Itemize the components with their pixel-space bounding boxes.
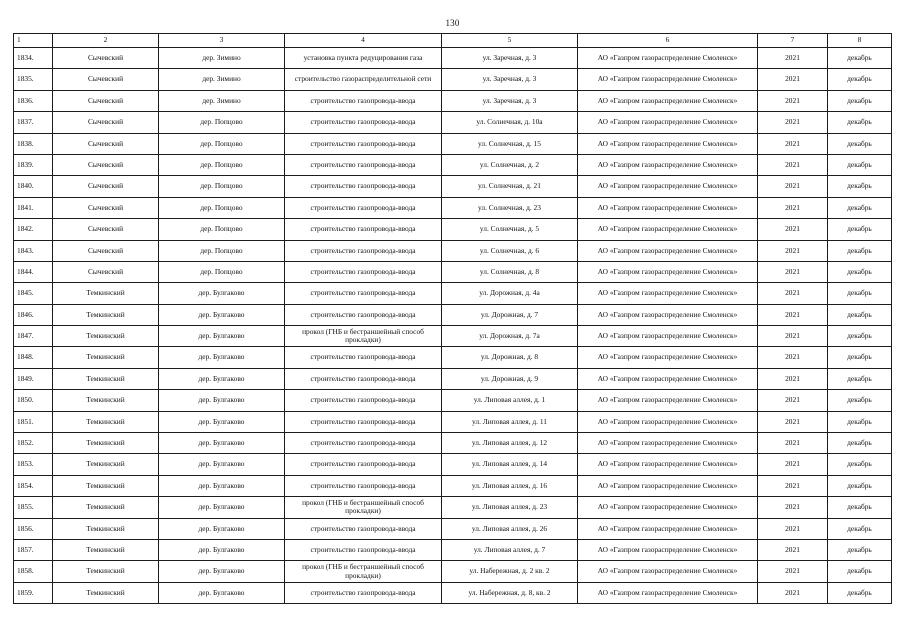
year-cell: 2021 bbox=[758, 454, 828, 475]
address-cell: ул. Дорожная, д. 4а bbox=[442, 283, 578, 304]
table-row bbox=[14, 347, 892, 368]
address-cell: ул. Солнечная, д. 5 bbox=[442, 219, 578, 240]
year-cell: 2021 bbox=[758, 90, 828, 111]
column-header: 2 bbox=[53, 34, 159, 48]
table-row bbox=[14, 197, 892, 218]
address-cell: ул. Липовая аллея, д. 12 bbox=[442, 433, 578, 454]
table-row bbox=[14, 475, 892, 496]
address-cell: ул. Заречная, д. 3 bbox=[442, 90, 578, 111]
month-cell: декабрь bbox=[828, 475, 892, 496]
district-cell: Сычевский bbox=[53, 261, 159, 282]
address-cell: ул. Солнечная, д. 21 bbox=[442, 176, 578, 197]
row-number-cell: 1858. bbox=[14, 561, 53, 582]
settlement-cell: дер. Попцово bbox=[159, 197, 285, 218]
month-cell: декабрь bbox=[828, 411, 892, 432]
settlement-cell: дер. Попцово bbox=[159, 240, 285, 261]
organization-cell: АО «Газпром газораспределение Смоленск» bbox=[578, 539, 758, 560]
table-row bbox=[14, 283, 892, 304]
organization-cell: АО «Газпром газораспределение Смоленск» bbox=[578, 240, 758, 261]
settlement-cell: дер. Попцово bbox=[159, 261, 285, 282]
settlement-cell: дер. Булгаково bbox=[159, 390, 285, 411]
work-type-cell: строительство газопровода-ввода bbox=[285, 433, 442, 454]
month-cell: декабрь bbox=[828, 197, 892, 218]
row-number-cell: 1843. bbox=[14, 240, 53, 261]
address-cell: ул. Заречная, д. 3 bbox=[442, 69, 578, 90]
year-cell: 2021 bbox=[758, 133, 828, 154]
district-cell: Темкинский bbox=[53, 454, 159, 475]
work-type-cell: строительство газопровода-ввода bbox=[285, 368, 442, 389]
work-type-cell: строительство газопровода-ввода bbox=[285, 240, 442, 261]
district-cell: Сычевский bbox=[53, 197, 159, 218]
settlement-cell: дер. Зимино bbox=[159, 90, 285, 111]
organization-cell: АО «Газпром газораспределение Смоленск» bbox=[578, 411, 758, 432]
district-cell: Темкинский bbox=[53, 518, 159, 539]
table-row bbox=[14, 497, 892, 518]
settlement-cell: дер. Булгаково bbox=[159, 433, 285, 454]
settlement-cell: дер. Булгаково bbox=[159, 368, 285, 389]
organization-cell: АО «Газпром газораспределение Смоленск» bbox=[578, 133, 758, 154]
address-cell: ул. Дорожная, д. 9 bbox=[442, 368, 578, 389]
district-cell: Темкинский bbox=[53, 304, 159, 325]
month-cell: декабрь bbox=[828, 240, 892, 261]
settlement-cell: дер. Булгаково bbox=[159, 326, 285, 347]
year-cell: 2021 bbox=[758, 154, 828, 175]
row-number-cell: 1845. bbox=[14, 283, 53, 304]
address-cell: ул. Дорожная, д. 8 bbox=[442, 347, 578, 368]
work-type-cell: строительство газопровода-ввода bbox=[285, 518, 442, 539]
settlement-cell: дер. Булгаково bbox=[159, 497, 285, 518]
district-cell: Темкинский bbox=[53, 475, 159, 496]
address-cell: ул. Набережная, д. 2 кв. 2 bbox=[442, 561, 578, 582]
year-cell: 2021 bbox=[758, 539, 828, 560]
row-number-cell: 1844. bbox=[14, 261, 53, 282]
work-type-cell: установка пункта редуцирования газа bbox=[285, 48, 442, 69]
year-cell: 2021 bbox=[758, 390, 828, 411]
organization-cell: АО «Газпром газораспределение Смоленск» bbox=[578, 283, 758, 304]
year-cell: 2021 bbox=[758, 561, 828, 582]
district-cell: Сычевский bbox=[53, 112, 159, 133]
work-type-cell: строительство газопровода-ввода bbox=[285, 304, 442, 325]
row-number-cell: 1836. bbox=[14, 90, 53, 111]
month-cell: декабрь bbox=[828, 112, 892, 133]
table-row bbox=[14, 368, 892, 389]
row-number-cell: 1854. bbox=[14, 475, 53, 496]
year-cell: 2021 bbox=[758, 69, 828, 90]
year-cell: 2021 bbox=[758, 497, 828, 518]
year-cell: 2021 bbox=[758, 347, 828, 368]
address-cell: ул. Солнечная, д. 8 bbox=[442, 261, 578, 282]
row-number-cell: 1859. bbox=[14, 582, 53, 603]
row-number-cell: 1852. bbox=[14, 433, 53, 454]
month-cell: декабрь bbox=[828, 368, 892, 389]
organization-cell: АО «Газпром газораспределение Смоленск» bbox=[578, 326, 758, 347]
month-cell: декабрь bbox=[828, 433, 892, 454]
month-cell: декабрь bbox=[828, 582, 892, 603]
gasification-register-table bbox=[13, 33, 892, 604]
organization-cell: АО «Газпром газораспределение Смоленск» bbox=[578, 582, 758, 603]
table-row bbox=[14, 133, 892, 154]
row-number-cell: 1851. bbox=[14, 411, 53, 432]
address-cell: ул. Солнечная, д. 6 bbox=[442, 240, 578, 261]
work-type-cell: строительство газопровода-ввода bbox=[285, 411, 442, 432]
work-type-cell: прокол (ГНБ и бестраншейный способ прокладки) bbox=[285, 497, 442, 518]
work-type-cell: строительство газопровода-ввода bbox=[285, 197, 442, 218]
month-cell: декабрь bbox=[828, 69, 892, 90]
district-cell: Сычевский bbox=[53, 133, 159, 154]
row-number-cell: 1841. bbox=[14, 197, 53, 218]
settlement-cell: дер. Попцово bbox=[159, 133, 285, 154]
row-number-cell: 1857. bbox=[14, 539, 53, 560]
organization-cell: АО «Газпром газораспределение Смоленск» bbox=[578, 197, 758, 218]
month-cell: декабрь bbox=[828, 497, 892, 518]
column-header: 6 bbox=[578, 34, 758, 48]
settlement-cell: дер. Булгаково bbox=[159, 347, 285, 368]
address-cell: ул. Солнечная, д. 23 bbox=[442, 197, 578, 218]
year-cell: 2021 bbox=[758, 304, 828, 325]
address-cell: ул. Дорожная, д. 7а bbox=[442, 326, 578, 347]
district-cell: Темкинский bbox=[53, 582, 159, 603]
month-cell: декабрь bbox=[828, 539, 892, 560]
table-row bbox=[14, 539, 892, 560]
organization-cell: АО «Газпром газораспределение Смоленск» bbox=[578, 69, 758, 90]
work-type-cell: строительство газопровода-ввода bbox=[285, 261, 442, 282]
settlement-cell: дер. Зимино bbox=[159, 48, 285, 69]
month-cell: декабрь bbox=[828, 347, 892, 368]
district-cell: Темкинский bbox=[53, 326, 159, 347]
table-row bbox=[14, 154, 892, 175]
address-cell: ул. Набережная, д. 8, кв. 2 bbox=[442, 582, 578, 603]
organization-cell: АО «Газпром газораспределение Смоленск» bbox=[578, 219, 758, 240]
district-cell: Темкинский bbox=[53, 433, 159, 454]
register-sheet bbox=[13, 33, 891, 604]
month-cell: декабрь bbox=[828, 133, 892, 154]
organization-cell: АО «Газпром газораспределение Смоленск» bbox=[578, 454, 758, 475]
settlement-cell: дер. Попцово bbox=[159, 154, 285, 175]
district-cell: Сычевский bbox=[53, 219, 159, 240]
settlement-cell: дер. Булгаково bbox=[159, 411, 285, 432]
work-type-cell: строительство газопровода-ввода bbox=[285, 154, 442, 175]
table-row bbox=[14, 433, 892, 454]
table-row bbox=[14, 219, 892, 240]
month-cell: декабрь bbox=[828, 261, 892, 282]
organization-cell: АО «Газпром газораспределение Смоленск» bbox=[578, 90, 758, 111]
organization-cell: АО «Газпром газораспределение Смоленск» bbox=[578, 347, 758, 368]
row-number-cell: 1834. bbox=[14, 48, 53, 69]
month-cell: декабрь bbox=[828, 176, 892, 197]
column-header: 3 bbox=[159, 34, 285, 48]
table-row bbox=[14, 240, 892, 261]
year-cell: 2021 bbox=[758, 261, 828, 282]
settlement-cell: дер. Булгаково bbox=[159, 454, 285, 475]
table-row bbox=[14, 69, 892, 90]
settlement-cell: дер. Булгаково bbox=[159, 561, 285, 582]
district-cell: Сычевский bbox=[53, 90, 159, 111]
table-row bbox=[14, 454, 892, 475]
row-number-cell: 1856. bbox=[14, 518, 53, 539]
year-cell: 2021 bbox=[758, 582, 828, 603]
table-row bbox=[14, 518, 892, 539]
column-header: 5 bbox=[442, 34, 578, 48]
table-row bbox=[14, 326, 892, 347]
month-cell: декабрь bbox=[828, 90, 892, 111]
organization-cell: АО «Газпром газораспределение Смоленск» bbox=[578, 561, 758, 582]
year-cell: 2021 bbox=[758, 433, 828, 454]
year-cell: 2021 bbox=[758, 176, 828, 197]
year-cell: 2021 bbox=[758, 219, 828, 240]
work-type-cell: строительство газопровода-ввода bbox=[285, 347, 442, 368]
year-cell: 2021 bbox=[758, 411, 828, 432]
district-cell: Сычевский bbox=[53, 69, 159, 90]
table-row bbox=[14, 176, 892, 197]
month-cell: декабрь bbox=[828, 518, 892, 539]
district-cell: Темкинский bbox=[53, 390, 159, 411]
row-number-cell: 1847. bbox=[14, 326, 53, 347]
work-type-cell: строительство газопровода-ввода bbox=[285, 112, 442, 133]
work-type-cell: строительство газопровода-ввода bbox=[285, 475, 442, 496]
table-row bbox=[14, 582, 892, 603]
district-cell: Темкинский bbox=[53, 283, 159, 304]
work-type-cell: прокол (ГНБ и бестраншейный способ прокладки) bbox=[285, 326, 442, 347]
organization-cell: АО «Газпром газораспределение Смоленск» bbox=[578, 304, 758, 325]
organization-cell: АО «Газпром газораспределение Смоленск» bbox=[578, 475, 758, 496]
district-cell: Темкинский bbox=[53, 411, 159, 432]
organization-cell: АО «Газпром газораспределение Смоленск» bbox=[578, 112, 758, 133]
row-number-cell: 1850. bbox=[14, 390, 53, 411]
table-row bbox=[14, 261, 892, 282]
table-row bbox=[14, 561, 892, 582]
settlement-cell: дер. Булгаково bbox=[159, 582, 285, 603]
organization-cell: АО «Газпром газораспределение Смоленск» bbox=[578, 176, 758, 197]
table-row bbox=[14, 90, 892, 111]
organization-cell: АО «Газпром газораспределение Смоленск» bbox=[578, 518, 758, 539]
year-cell: 2021 bbox=[758, 475, 828, 496]
organization-cell: АО «Газпром газораспределение Смоленск» bbox=[578, 433, 758, 454]
month-cell: декабрь bbox=[828, 454, 892, 475]
month-cell: декабрь bbox=[828, 154, 892, 175]
settlement-cell: дер. Булгаково bbox=[159, 304, 285, 325]
month-cell: декабрь bbox=[828, 283, 892, 304]
row-number-cell: 1840. bbox=[14, 176, 53, 197]
month-cell: декабрь bbox=[828, 48, 892, 69]
district-cell: Сычевский bbox=[53, 154, 159, 175]
district-cell: Сычевский bbox=[53, 48, 159, 69]
district-cell: Темкинский bbox=[53, 539, 159, 560]
row-number-cell: 1842. bbox=[14, 219, 53, 240]
address-cell: ул. Липовая аллея, д. 7 bbox=[442, 539, 578, 560]
district-cell: Темкинский bbox=[53, 368, 159, 389]
table-row bbox=[14, 48, 892, 69]
work-type-cell: строительство газопровода-ввода bbox=[285, 90, 442, 111]
table-row bbox=[14, 112, 892, 133]
table-row bbox=[14, 390, 892, 411]
organization-cell: АО «Газпром газораспределение Смоленск» bbox=[578, 368, 758, 389]
month-cell: декабрь bbox=[828, 561, 892, 582]
settlement-cell: дер. Булгаково bbox=[159, 283, 285, 304]
settlement-cell: дер. Булгаково bbox=[159, 475, 285, 496]
row-number-cell: 1849. bbox=[14, 368, 53, 389]
row-number-cell: 1835. bbox=[14, 69, 53, 90]
settlement-cell: дер. Попцово bbox=[159, 219, 285, 240]
district-cell: Темкинский bbox=[53, 561, 159, 582]
address-cell: ул. Солнечная, д. 15 bbox=[442, 133, 578, 154]
address-cell: ул. Солнечная, д. 2 bbox=[442, 154, 578, 175]
district-cell: Сычевский bbox=[53, 176, 159, 197]
address-cell: ул. Солнечная, д. 10а bbox=[442, 112, 578, 133]
address-cell: ул. Липовая аллея, д. 23 bbox=[442, 497, 578, 518]
year-cell: 2021 bbox=[758, 197, 828, 218]
month-cell: декабрь bbox=[828, 219, 892, 240]
work-type-cell: строительство газопровода-ввода bbox=[285, 176, 442, 197]
settlement-cell: дер. Булгаково bbox=[159, 518, 285, 539]
district-cell: Темкинский bbox=[53, 347, 159, 368]
work-type-cell: строительство газопровода-ввода bbox=[285, 219, 442, 240]
address-cell: ул. Липовая аллея, д. 11 bbox=[442, 411, 578, 432]
district-cell: Сычевский bbox=[53, 240, 159, 261]
work-type-cell: строительство газопровода-ввода bbox=[285, 283, 442, 304]
row-number-cell: 1853. bbox=[14, 454, 53, 475]
organization-cell: АО «Газпром газораспределение Смоленск» bbox=[578, 48, 758, 69]
column-number-row bbox=[14, 34, 892, 48]
month-cell: декабрь bbox=[828, 390, 892, 411]
district-cell: Темкинский bbox=[53, 497, 159, 518]
column-header: 8 bbox=[828, 34, 892, 48]
column-header: 1 bbox=[14, 34, 53, 48]
work-type-cell: строительство газопровода-ввода bbox=[285, 390, 442, 411]
page-number: 130 bbox=[445, 18, 460, 28]
address-cell: ул. Дорожная, д. 7 bbox=[442, 304, 578, 325]
organization-cell: АО «Газпром газораспределение Смоленск» bbox=[578, 261, 758, 282]
column-header: 4 bbox=[285, 34, 442, 48]
address-cell: ул. Липовая аллея, д. 14 bbox=[442, 454, 578, 475]
address-cell: ул. Липовая аллея, д. 1 bbox=[442, 390, 578, 411]
address-cell: ул. Липовая аллея, д. 26 bbox=[442, 518, 578, 539]
month-cell: декабрь bbox=[828, 304, 892, 325]
year-cell: 2021 bbox=[758, 112, 828, 133]
year-cell: 2021 bbox=[758, 326, 828, 347]
table-row bbox=[14, 411, 892, 432]
year-cell: 2021 bbox=[758, 368, 828, 389]
organization-cell: АО «Газпром газораспределение Смоленск» bbox=[578, 154, 758, 175]
year-cell: 2021 bbox=[758, 518, 828, 539]
settlement-cell: дер. Попцово bbox=[159, 112, 285, 133]
table-row bbox=[14, 304, 892, 325]
row-number-cell: 1855. bbox=[14, 497, 53, 518]
year-cell: 2021 bbox=[758, 48, 828, 69]
settlement-cell: дер. Попцово bbox=[159, 176, 285, 197]
row-number-cell: 1839. bbox=[14, 154, 53, 175]
settlement-cell: дер. Зимино bbox=[159, 69, 285, 90]
column-header: 7 bbox=[758, 34, 828, 48]
settlement-cell: дер. Булгаково bbox=[159, 539, 285, 560]
row-number-cell: 1846. bbox=[14, 304, 53, 325]
month-cell: декабрь bbox=[828, 326, 892, 347]
work-type-cell: строительство газопровода-ввода bbox=[285, 582, 442, 603]
work-type-cell: строительство газопровода-ввода bbox=[285, 133, 442, 154]
row-number-cell: 1848. bbox=[14, 347, 53, 368]
address-cell: ул. Липовая аллея, д. 16 bbox=[442, 475, 578, 496]
address-cell: ул. Заречная, д. 3 bbox=[442, 48, 578, 69]
row-number-cell: 1837. bbox=[14, 112, 53, 133]
year-cell: 2021 bbox=[758, 240, 828, 261]
work-type-cell: строительство газораспределительной сети bbox=[285, 69, 442, 90]
organization-cell: АО «Газпром газораспределение Смоленск» bbox=[578, 390, 758, 411]
work-type-cell: строительство газопровода-ввода bbox=[285, 539, 442, 560]
work-type-cell: строительство газопровода-ввода bbox=[285, 454, 442, 475]
year-cell: 2021 bbox=[758, 283, 828, 304]
work-type-cell: прокол (ГНБ и бестраншейный способ прокладки) bbox=[285, 561, 442, 582]
organization-cell: АО «Газпром газораспределение Смоленск» bbox=[578, 497, 758, 518]
row-number-cell: 1838. bbox=[14, 133, 53, 154]
